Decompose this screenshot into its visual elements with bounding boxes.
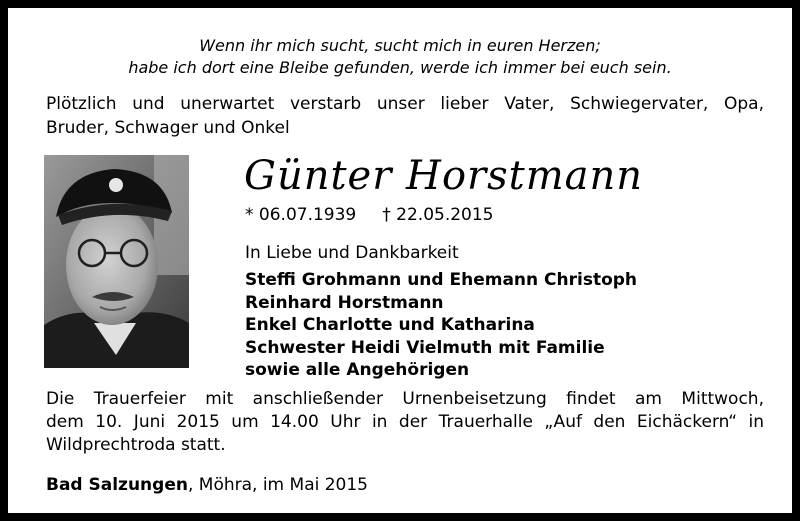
mourner-entry: Schwester Heidi Vielmuth mit Familie bbox=[245, 337, 605, 358]
intro-line-2: Bruder, Schwager und Onkel bbox=[46, 118, 290, 138]
place-town: Bad Salzungen bbox=[46, 475, 188, 495]
mourner-entry: Steffi Grohmann und Ehemann Christoph bbox=[245, 270, 638, 290]
verse-line-1: Wenn ihr mich sucht, sucht mich in euren Herzen; bbox=[199, 36, 601, 55]
mourning-intro: In Liebe und Dankbarkeit bbox=[245, 243, 459, 263]
birth-date: * 06.07.1939 bbox=[245, 205, 357, 225]
mourner-entry: Enkel Charlotte und Katharina bbox=[245, 315, 535, 335]
mourner-entry: sowie alle Angehörigen bbox=[245, 360, 470, 380]
portrait-photo-image bbox=[44, 155, 189, 368]
verse-line-2: habe ich dort eine Bleibe gefunden, werde ich immer bei euch sein. bbox=[128, 58, 672, 77]
life-dates bbox=[245, 204, 494, 226]
intro-line-1: Plötzlich und unerwartet verstarb unser lieber Vater, Schwiegervater, Opa, bbox=[46, 94, 764, 114]
place-and-date bbox=[46, 474, 368, 496]
funeral-line-2: dem 10. Juni 2015 um 14.00 Uhr in der Trauerhalle „Auf den Eichäckern“ in bbox=[46, 412, 764, 432]
funeral-line-1: Die Trauerfeier mit anschließender Urnenbeisetzung findet am Mittwoch, bbox=[46, 389, 764, 409]
funeral-line-3: Wildprechtroda statt. bbox=[46, 435, 226, 455]
death-date: † 22.05.2015 bbox=[382, 205, 494, 225]
mourners-list bbox=[245, 269, 637, 382]
mourner-entry: Reinhard Horstmann bbox=[245, 292, 444, 313]
portrait-photo bbox=[44, 155, 189, 368]
deceased-name: Günter Horstmann bbox=[244, 153, 644, 199]
place-rest: , Möhra, im Mai 2015 bbox=[187, 475, 368, 495]
